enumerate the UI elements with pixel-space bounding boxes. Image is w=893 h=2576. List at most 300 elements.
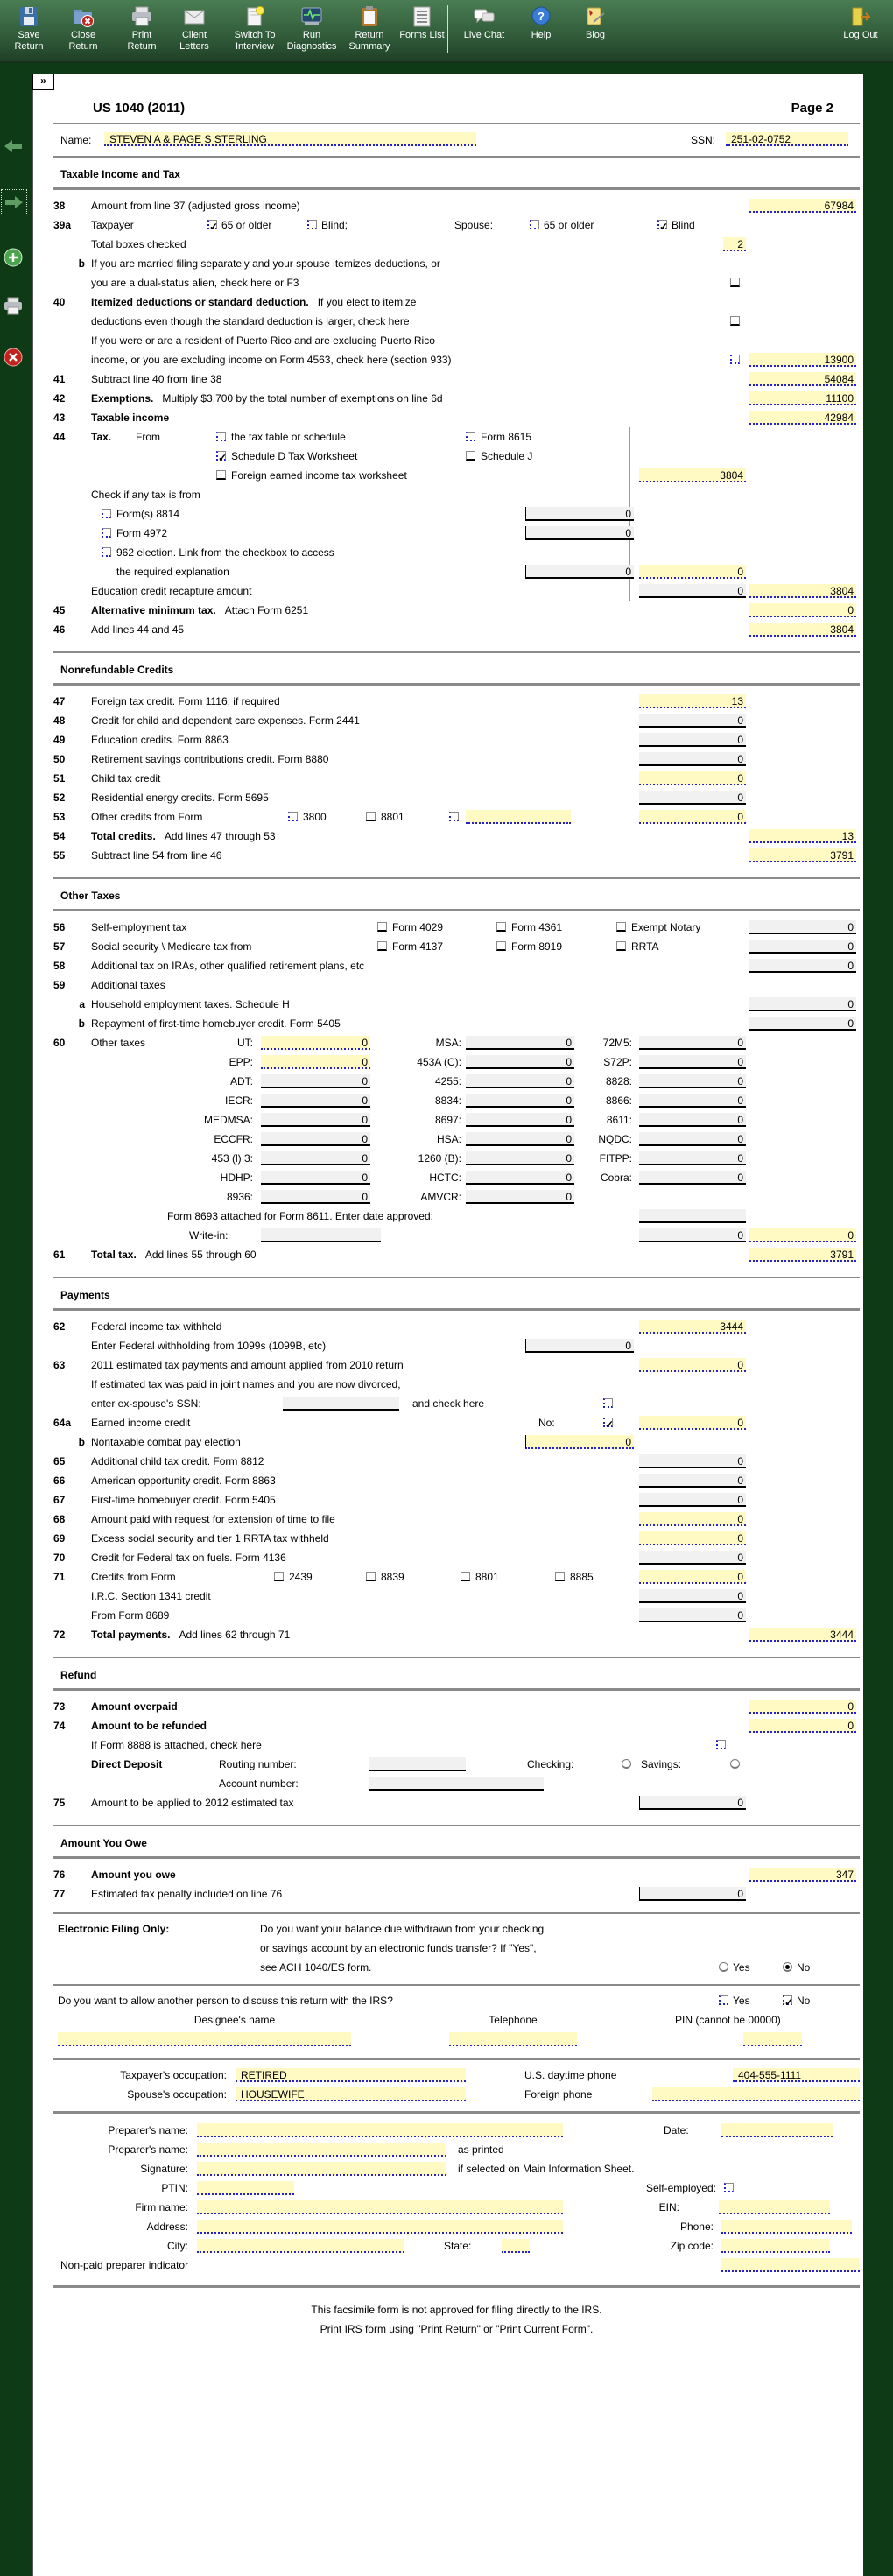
election-962-amount[interactable]: 0 <box>525 565 634 579</box>
line-56-amount[interactable]: 0 <box>749 920 856 934</box>
lineno-74: 74 <box>53 1720 66 1732</box>
l453ac-field[interactable]: 0 <box>466 1055 574 1069</box>
form-4972-label: Form 4972 <box>116 527 168 539</box>
efile-yes-radio[interactable] <box>719 1962 728 1972</box>
l453ac-label: 453A (C): <box>417 1056 461 1068</box>
writein-label: Write-in: <box>189 1229 229 1242</box>
form-4137-checkbox[interactable] <box>377 941 387 951</box>
back-arrow-icon <box>3 136 24 157</box>
close-return-label2: Return <box>68 41 98 52</box>
zip-code-field[interactable] <box>721 2239 830 2253</box>
and-check-here-label: and check here <box>412 1397 485 1410</box>
line-49-amount[interactable]: 0 <box>639 733 746 747</box>
irc-1341-amount[interactable]: 0 <box>639 1589 746 1603</box>
l72m5-label: 72M5: <box>602 1037 632 1049</box>
line-58-text: Additional tax on IRAs, other qualified retirement plans, etc <box>91 960 365 972</box>
lineno-75: 75 <box>53 1797 66 1809</box>
city-field[interactable] <box>197 2239 404 2253</box>
line-77-text: Estimated tax penalty included on line 76 <box>91 1888 283 1900</box>
page-collapse-tab[interactable]: » <box>32 74 54 90</box>
total-boxes-checked-field[interactable]: 2 <box>723 237 746 251</box>
amvcr-field[interactable]: 0 <box>466 1190 574 1204</box>
line-71-amount[interactable]: 0 <box>639 1570 746 1584</box>
address-field[interactable] <box>197 2220 563 2234</box>
lineno-66: 66 <box>53 1475 66 1487</box>
forms-list-label: Forms List <box>399 30 445 40</box>
form-4972-amount[interactable]: 0 <box>525 526 634 540</box>
line-49-text: Education credits. Form 8863 <box>91 734 229 746</box>
line-61-amount[interactable]: 3791 <box>749 1248 856 1262</box>
line-59a-text: Household employment taxes. Schedule H <box>91 998 290 1010</box>
line-63-checkbox[interactable] <box>603 1398 613 1408</box>
spouse-65-older-checkbox[interactable] <box>530 220 539 229</box>
line-41-amount[interactable]: 54084 <box>749 372 856 386</box>
us-daytime-phone-field[interactable]: 404-555-1111 <box>733 2068 860 2082</box>
firm-name-field[interactable] <box>197 2200 563 2214</box>
lineno-40: 40 <box>53 296 66 308</box>
section-heading-refund: Refund <box>60 1669 97 1681</box>
lineno-51: 51 <box>53 772 66 785</box>
nonpaid-preparer-field[interactable] <box>721 2258 860 2272</box>
lineno-71: 71 <box>53 1571 66 1583</box>
l8834-field[interactable]: 0 <box>466 1094 574 1108</box>
eic-no-checkbox[interactable] <box>603 1418 613 1427</box>
run-diagnostics-label1: Run <box>302 30 321 40</box>
iecr-field[interactable]: 0 <box>261 1094 370 1108</box>
lineno-65: 65 <box>53 1455 66 1467</box>
checking-radio[interactable] <box>622 1759 631 1769</box>
form-4137-label: Form 4137 <box>392 940 444 953</box>
l1260b-field[interactable]: 0 <box>466 1151 574 1165</box>
line-64a-amount[interactable]: 0 <box>639 1416 746 1430</box>
line-62-amount[interactable]: 3444 <box>639 1320 746 1334</box>
divider <box>53 1856 860 1859</box>
efile-no-label: No <box>797 1961 811 1974</box>
switch-to-label1: Switch To <box>234 30 276 40</box>
line-66-amount[interactable]: 0 <box>639 1474 746 1488</box>
line-52-amount[interactable]: 0 <box>639 791 746 805</box>
fitpp-field[interactable]: 0 <box>639 1151 746 1165</box>
line-60-text: Other taxes <box>91 1037 146 1049</box>
envelope-icon <box>182 4 207 29</box>
schedule-j-label: Schedule J <box>481 450 533 462</box>
switch-to-interview-button[interactable] <box>226 4 284 53</box>
line-73-amount[interactable]: 0 <box>749 1700 856 1714</box>
line-65-amount[interactable]: 0 <box>639 1454 746 1468</box>
line-38-amount[interactable]: 67984 <box>749 199 856 213</box>
line-76-amount[interactable]: 347 <box>749 1868 856 1882</box>
line-68-amount[interactable]: 0 <box>639 1512 746 1526</box>
designee-yes-checkbox[interactable] <box>719 1995 728 2005</box>
iecr-label: IECR: <box>224 1094 253 1107</box>
other-credit-form-field[interactable] <box>466 810 571 824</box>
run-diagnostics-label2: Diagnostics <box>286 41 337 52</box>
l8936-field[interactable]: 0 <box>261 1190 370 1204</box>
election-962-label2: the required explanation <box>116 566 229 578</box>
line-43-amount[interactable]: 42984 <box>749 411 856 425</box>
epp-field[interactable]: 0 <box>261 1055 370 1069</box>
designee-pin-field[interactable] <box>743 2032 802 2046</box>
l8936-label: 8936: <box>226 1191 253 1203</box>
ptin-label: PTIN: <box>161 2182 188 2194</box>
delete-form-button[interactable] <box>3 347 24 368</box>
line-50-amount[interactable]: 0 <box>639 752 746 766</box>
schedule-j-checkbox[interactable] <box>466 451 475 461</box>
lineno-54: 54 <box>53 830 66 842</box>
rrta-label: RRTA <box>631 940 659 953</box>
clipboard-icon <box>357 4 382 29</box>
line-53-amount[interactable]: 0 <box>639 810 746 824</box>
help-button[interactable] <box>512 4 570 41</box>
section-taxable-income <box>53 193 860 639</box>
l72m5-field[interactable]: 0 <box>639 1036 746 1050</box>
section-refund <box>53 1693 860 1812</box>
msa-field[interactable]: 0 <box>466 1036 574 1050</box>
line-70-amount[interactable]: 0 <box>639 1551 746 1565</box>
form-8888-label: If Form 8888 is attached, check here <box>91 1739 262 1751</box>
state-field[interactable] <box>502 2239 530 2253</box>
form-8814-checkbox[interactable] <box>102 509 111 518</box>
line-54-amount[interactable]: 13 <box>749 829 856 843</box>
taxpayer-occupation-label: Taxpayer's occupation: <box>120 2069 227 2081</box>
form-8885-checkbox[interactable] <box>555 1572 565 1581</box>
line-46-amount[interactable]: 3804 <box>749 623 856 637</box>
foreign-phone-field[interactable] <box>652 2087 860 2101</box>
line-59a-amount[interactable]: 0 <box>749 997 856 1011</box>
designee-phone-field[interactable] <box>449 2032 577 2046</box>
designee-no-checkbox[interactable] <box>783 1995 792 2005</box>
lineno-68: 68 <box>53 1513 66 1525</box>
run-diagnostics-button[interactable] <box>283 4 341 53</box>
line-69-amount[interactable]: 0 <box>639 1531 746 1545</box>
close-return-button[interactable] <box>54 4 112 53</box>
line-39b-text2: you are a dual-status alien, check here or F3 <box>91 277 299 289</box>
l8697-field[interactable]: 0 <box>466 1113 574 1127</box>
lineno-47: 47 <box>53 695 66 707</box>
line-55-amount[interactable]: 3791 <box>749 848 856 862</box>
line-77-amount[interactable]: 0 <box>639 1887 746 1901</box>
spouse-occupation-field[interactable]: HOUSEWIFE <box>236 2087 466 2101</box>
election-962-checkbox[interactable] <box>102 547 111 557</box>
nqdc-field[interactable]: 0 <box>639 1132 746 1146</box>
line-58-amount[interactable]: 0 <box>749 959 856 973</box>
delete-circle-icon <box>3 347 24 368</box>
election-962-amount2[interactable]: 0 <box>639 565 746 579</box>
save-return-label2: Return <box>14 41 44 52</box>
taxpayer-65-older-checkbox[interactable] <box>207 220 217 229</box>
line-72-amount[interactable]: 3444 <box>749 1628 856 1642</box>
tax-table-label: the tax table or schedule <box>231 431 346 443</box>
ein-field[interactable] <box>719 2200 830 2214</box>
ssn-label: SSN: <box>691 134 716 146</box>
line-60-amount[interactable]: 0 <box>749 1228 856 1242</box>
line-76-bold: Amount you owe <box>91 1869 176 1881</box>
ex-spouse-ssn-label: enter ex-spouse's SSN: <box>91 1397 201 1410</box>
save-return-button[interactable] <box>0 4 58 53</box>
l453l3-field[interactable]: 0 <box>261 1151 370 1165</box>
line-39a-taxpayer: Taxpayer <box>91 219 134 231</box>
lineno-52: 52 <box>53 792 66 804</box>
form-8801b-checkbox[interactable] <box>461 1572 470 1581</box>
line-70-text: Credit for Federal tax on fuels. Form 4136 <box>91 1552 286 1564</box>
form-8801-checkbox[interactable] <box>366 812 376 821</box>
zip-code-label: Zip code: <box>670 2240 714 2252</box>
toolbar <box>0 0 893 63</box>
divider <box>53 2285 860 2288</box>
tax-table-checkbox[interactable] <box>216 432 226 441</box>
diagnostics-monitor-icon <box>299 4 324 29</box>
lineno-57: 57 <box>53 940 66 953</box>
state-label: State: <box>444 2240 472 2252</box>
taxpayer-occupation-field[interactable]: RETIRED <box>236 2068 466 2082</box>
s72p-field[interactable]: 0 <box>639 1055 746 1069</box>
form-4029-label: Form 4029 <box>392 921 444 933</box>
preparer-name2-label: Preparer's name: <box>108 2143 188 2156</box>
l8611-label: 8611: <box>606 1114 632 1126</box>
line-72-text: Add lines 62 through 71 <box>179 1629 291 1641</box>
l8611-field[interactable]: 0 <box>639 1113 746 1127</box>
writein-amount[interactable]: 0 <box>639 1228 746 1242</box>
ex-spouse-ssn-field[interactable] <box>283 1397 399 1411</box>
ptin-field[interactable] <box>197 2181 294 2195</box>
routing-number-field[interactable] <box>369 1757 466 1771</box>
lineno-73: 73 <box>53 1700 66 1713</box>
line-59b-amount[interactable]: 0 <box>749 1017 856 1031</box>
line-63-text2: If estimated tax was paid in joint names and you are now divorced, <box>91 1378 401 1390</box>
rrta-checkbox[interactable] <box>616 941 626 951</box>
foreign-earned-checkbox[interactable] <box>216 470 226 480</box>
form-8693-date-field[interactable] <box>639 1209 746 1223</box>
lineno-77: 77 <box>53 1888 66 1900</box>
designee-yes-label: Yes <box>733 1995 750 2007</box>
blog-button[interactable] <box>566 4 624 41</box>
nqdc-label: NQDC: <box>598 1133 632 1145</box>
line-40-text2: deductions even though the standard deduction is larger, check here <box>91 315 410 327</box>
section-payments <box>53 1313 860 1625</box>
signature-label: Signature: <box>140 2163 188 2175</box>
client-letters-button[interactable] <box>165 4 223 53</box>
form-3800-checkbox[interactable] <box>288 812 298 821</box>
epp-label: EPP: <box>229 1056 253 1068</box>
form-8693-label: Form 8693 attached for Form 8611. Enter date approved: <box>167 1210 433 1222</box>
edu-recapture-amount[interactable]: 0 <box>639 584 746 598</box>
name-label: Name: <box>60 134 92 146</box>
l8697-label: 8697: <box>434 1114 461 1126</box>
savings-radio[interactable] <box>730 1759 740 1769</box>
chat-bubbles-icon <box>472 4 496 29</box>
line-63-amount[interactable]: 0 <box>639 1358 746 1372</box>
divider <box>53 1657 860 1658</box>
form-8919-checkbox[interactable] <box>496 941 506 951</box>
check-tax-from-label: Check if any tax is from <box>91 489 200 501</box>
hsa-field[interactable]: 0 <box>466 1132 574 1146</box>
signature-field[interactable] <box>197 2162 446 2176</box>
line-41-text: Subtract line 40 from line 38 <box>91 373 222 385</box>
line-59b-text: Repayment of first-time homebuyer credit. Form 5405 <box>91 1017 341 1030</box>
line-53-text: Other credits from Form <box>91 811 203 823</box>
section-heading-other-taxes: Other Taxes <box>60 890 121 902</box>
ut-label: UT: <box>237 1037 253 1049</box>
name-field[interactable]: STEVEN A & PAGE S STERLING <box>104 132 476 146</box>
date-label: Date: <box>664 2124 689 2136</box>
lineno-76: 76 <box>53 1869 66 1881</box>
line-39b-checkbox[interactable] <box>730 278 740 287</box>
form-8839-checkbox[interactable] <box>366 1572 376 1581</box>
nav-forward-button[interactable] <box>1 189 27 215</box>
ssn-field[interactable]: 251-02-0752 <box>726 132 848 146</box>
medmsa-field[interactable]: 0 <box>261 1113 370 1127</box>
lineno-69: 69 <box>53 1532 66 1545</box>
efile-only-label: Electronic Filing Only: <box>58 1923 170 1935</box>
as-printed-note: as printed <box>458 2143 504 2156</box>
form-4972-checkbox[interactable] <box>102 528 111 538</box>
l1260b-label: 1260 (B): <box>418 1152 461 1165</box>
designee-name-field[interactable] <box>58 2032 351 2046</box>
eic-no-label: No: <box>538 1417 555 1429</box>
preparer-name2-field[interactable] <box>197 2143 446 2157</box>
return-summary-button[interactable] <box>341 4 398 53</box>
form-8888-checkbox[interactable] <box>716 1740 726 1749</box>
adt-field[interactable]: 0 <box>261 1074 370 1088</box>
line-75-amount[interactable]: 0 <box>639 1796 746 1810</box>
ein-label: EIN: <box>658 2201 679 2214</box>
line-51-amount[interactable]: 0 <box>639 771 746 785</box>
form-4029-checkbox[interactable] <box>377 922 387 932</box>
l8828-field[interactable]: 0 <box>639 1074 746 1088</box>
city-label: City: <box>167 2240 188 2252</box>
lineno-45: 45 <box>53 604 66 616</box>
form-8814-amount[interactable]: 0 <box>525 507 634 521</box>
taxpayer-blind-checkbox[interactable] <box>307 220 317 229</box>
form-page <box>32 74 863 2576</box>
writein-field[interactable] <box>261 1228 381 1242</box>
line-44-from: From <box>136 431 160 443</box>
line-44-tax-amount[interactable]: 3804 <box>639 468 746 482</box>
l8866-label: 8866: <box>605 1094 632 1107</box>
print-form-button[interactable] <box>3 296 24 317</box>
line-57-amount[interactable]: 0 <box>749 940 856 954</box>
phone-label: Phone: <box>679 2221 714 2233</box>
cobra-label: Cobra: <box>600 1172 632 1184</box>
account-number-field[interactable] <box>369 1777 544 1791</box>
form-8689-label: From Form 8689 <box>91 1609 170 1622</box>
other-credit-checkbox[interactable] <box>449 812 459 821</box>
line-64b-amount[interactable]: 0 <box>525 1435 634 1449</box>
efile-text3: see ACH 1040/ES form. <box>260 1961 372 1974</box>
line-42-amount[interactable]: 11100 <box>749 391 856 405</box>
line-64b-text: Nontaxable combat pay election <box>91 1436 241 1448</box>
hdhp-label: HDHP: <box>220 1172 253 1184</box>
form-4361-label: Form 4361 <box>511 921 563 933</box>
line-74-amount[interactable]: 0 <box>749 1719 856 1733</box>
line-40-itemize-checkbox[interactable] <box>730 316 740 326</box>
spouse-label: Spouse: <box>454 219 494 231</box>
l8866-field[interactable]: 0 <box>639 1094 746 1108</box>
line-47-amount[interactable]: 13 <box>639 694 746 708</box>
preparer-name-field[interactable] <box>197 2123 563 2137</box>
line-67-amount[interactable]: 0 <box>639 1493 746 1507</box>
divider <box>53 909 860 911</box>
line-40-text1: If you elect to itemize <box>317 296 417 308</box>
date-field[interactable] <box>721 2123 833 2137</box>
cobra-field[interactable]: 0 <box>639 1171 746 1185</box>
add-form-button[interactable] <box>3 247 24 268</box>
client-letters-label2: Letters <box>179 41 209 52</box>
form-8689-amount[interactable]: 0 <box>639 1608 746 1622</box>
line-62-sub-amount[interactable]: 0 <box>525 1339 634 1353</box>
l8834-label: 8834: <box>434 1094 461 1107</box>
form-3800-label: 3800 <box>303 811 327 823</box>
print-return-button[interactable] <box>113 4 171 53</box>
form-8801-label: 8801 <box>381 811 404 823</box>
line-42-bold: Exemptions. <box>91 392 154 405</box>
line-40-amount[interactable]: 13900 <box>749 353 856 367</box>
exempt-notary-checkbox[interactable] <box>616 922 626 932</box>
divider <box>53 1688 860 1691</box>
lineno-55: 55 <box>53 849 66 862</box>
lineno-59: 59 <box>53 979 66 991</box>
eccfr-field[interactable]: 0 <box>261 1132 370 1146</box>
forms-list-button[interactable] <box>393 4 451 41</box>
line-66-text: American opportunity credit. Form 8863 <box>91 1475 276 1487</box>
toolbar-separator <box>447 5 448 53</box>
edu-recapture-label: Education credit recapture amount <box>91 585 252 597</box>
blog-scroll-icon <box>583 4 608 29</box>
line-47-text: Foreign tax credit. Form 1116, if required <box>91 695 280 707</box>
efile-no-radio[interactable] <box>783 1962 792 1972</box>
facsimile-footer <box>53 2300 860 2339</box>
total-boxes-checked-label: Total boxes checked <box>91 238 186 250</box>
blog-label: Blog <box>585 30 606 40</box>
hctc-field[interactable]: 0 <box>466 1171 574 1185</box>
divider <box>53 1277 860 1278</box>
hdhp-field[interactable]: 0 <box>261 1171 370 1185</box>
line-45-text: Attach Form 6251 <box>224 604 309 616</box>
l4255-field[interactable]: 0 <box>466 1074 574 1088</box>
log-out-button[interactable] <box>832 4 889 41</box>
form-4361-checkbox[interactable] <box>496 922 506 932</box>
form-8615-checkbox[interactable] <box>466 432 475 441</box>
live-chat-button[interactable] <box>455 4 513 41</box>
line-56-text: Self-employment tax <box>91 921 187 933</box>
line-44-total[interactable]: 3804 <box>749 584 856 598</box>
ut-field[interactable]: 0 <box>261 1036 370 1050</box>
svg-text:?: ? <box>538 10 545 23</box>
line-48-text: Credit for child and dependent care expenses. Form 2441 <box>91 714 360 727</box>
lineno-70: 70 <box>53 1552 66 1564</box>
lineno-39a: 39a <box>53 219 72 231</box>
schedule-d-checkbox[interactable] <box>216 451 226 461</box>
spouse-65-older-label: 65 or older <box>544 219 594 231</box>
lineno-62: 62 <box>53 1320 66 1333</box>
line-40-pr-checkbox[interactable] <box>730 355 740 364</box>
hctc-label: HCTC: <box>429 1172 461 1184</box>
line-38-text: Amount from line 37 (adjusted gross income) <box>91 200 300 212</box>
nav-back-button[interactable] <box>3 136 24 157</box>
lineno-59a: a <box>79 998 85 1010</box>
lineno-53: 53 <box>53 811 66 823</box>
line-73-bold: Amount overpaid <box>91 1700 178 1713</box>
taxpayer-blind-label: Blind; <box>321 219 348 231</box>
section-heading-nonrefundable-credits: Nonrefundable Credits <box>60 664 174 676</box>
self-employed-label: Self-employed: <box>645 2182 716 2194</box>
line-45-amount[interactable]: 0 <box>749 603 856 617</box>
spouse-blind-checkbox[interactable] <box>657 220 667 229</box>
phone-field[interactable] <box>721 2220 852 2234</box>
line-48-amount[interactable]: 0 <box>639 714 746 728</box>
self-employed-checkbox[interactable] <box>724 2183 734 2192</box>
form-2439-checkbox[interactable] <box>274 1572 284 1581</box>
